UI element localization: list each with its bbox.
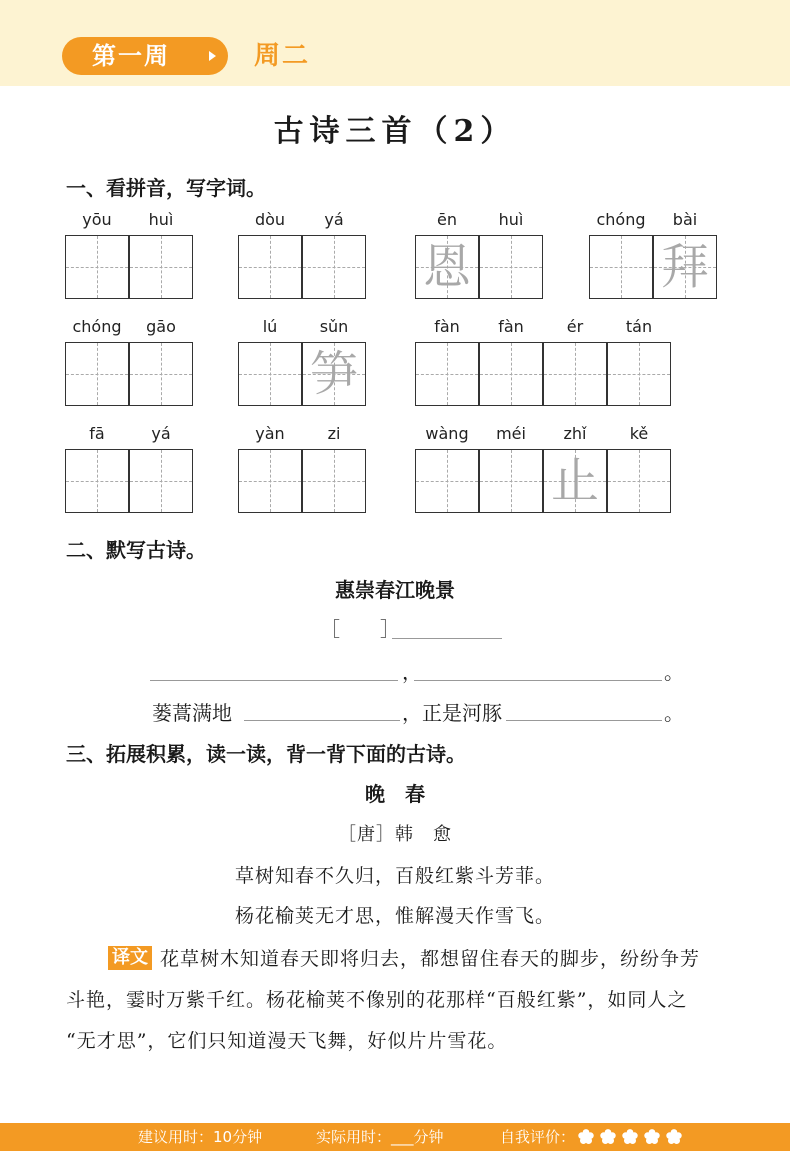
hint-character: 止 <box>550 453 599 509</box>
flower-icon[interactable] <box>578 1129 594 1145</box>
author-blank[interactable] <box>392 638 502 639</box>
day-label: 周二 <box>254 41 311 71</box>
week-badge <box>62 37 228 75</box>
section3-heading: 三、拓展积累，读一读，背一背下面的古诗。 <box>66 742 466 766</box>
grid-guide <box>608 481 670 482</box>
pinyin-label: lú <box>262 317 278 336</box>
recite-poem-title: 惠崇春江晚景 <box>335 578 455 602</box>
pinyin-label: kě <box>629 424 649 443</box>
pinyin-label: zhǐ <box>563 424 587 443</box>
actual-time: 实际用时：___分钟 <box>316 1128 444 1146</box>
writing-box[interactable] <box>65 342 129 406</box>
page-title: 古诗三首（2） <box>273 114 517 149</box>
grid-guide <box>590 267 652 268</box>
author-bracket: ［ ］ <box>320 617 400 641</box>
pinyin-label: fàn <box>434 317 460 336</box>
writing-box[interactable] <box>238 235 302 299</box>
pinyin-label: gāo <box>146 317 176 336</box>
writing-box[interactable] <box>607 342 671 406</box>
writing-box[interactable] <box>543 342 607 406</box>
pinyin-label: chóng <box>72 317 122 336</box>
period-2: 。 <box>664 701 684 725</box>
arrow-right-icon <box>209 51 216 61</box>
poem-author: ［唐］韩 愈 <box>338 824 452 845</box>
recite-blank-4[interactable] <box>506 720 662 721</box>
grid-guide <box>66 481 128 482</box>
pinyin-label: sǔn <box>319 317 349 336</box>
writing-box[interactable] <box>589 235 653 299</box>
extend-poem-title: 晚 春 <box>365 782 425 806</box>
pinyin-label: wàng <box>425 424 469 443</box>
flower-icon[interactable] <box>666 1129 682 1145</box>
grid-guide <box>416 481 478 482</box>
writing-box[interactable] <box>238 342 302 406</box>
grid-guide <box>544 374 606 375</box>
writing-box[interactable] <box>129 235 193 299</box>
pinyin-label: dòu <box>254 210 286 229</box>
flower-icon[interactable] <box>622 1129 638 1145</box>
grid-guide <box>303 481 365 482</box>
line3-middle: ，正是河豚 <box>402 701 502 725</box>
writing-box[interactable] <box>543 449 607 513</box>
grid-guide <box>130 374 192 375</box>
grid-guide <box>130 481 192 482</box>
pinyin-label: tán <box>625 317 653 336</box>
writing-box[interactable] <box>238 449 302 513</box>
writing-box[interactable] <box>302 342 366 406</box>
translation-line-3: “无才思”，它们只知道漫天飞舞，好似片片雪花。 <box>66 1030 508 1052</box>
recite-blank-1[interactable] <box>150 680 398 681</box>
writing-box[interactable] <box>415 449 479 513</box>
translation-tag: 译文 <box>108 946 152 970</box>
writing-box[interactable] <box>415 342 479 406</box>
section2-heading: 二、默写古诗。 <box>66 538 206 562</box>
footer-bar <box>0 1123 790 1151</box>
header-bar <box>0 0 790 86</box>
grid-guide <box>416 374 478 375</box>
poem-line-2: 杨花榆荚无才思，惟解漫天作雪飞。 <box>234 905 555 927</box>
grid-guide <box>239 481 301 482</box>
period-1: 。 <box>664 660 684 684</box>
pinyin-label: huì <box>148 210 174 229</box>
grid-guide <box>130 267 192 268</box>
poem-line-1: 草树知春不久归，百般红紫斗芳菲。 <box>234 865 555 887</box>
writing-box[interactable] <box>129 449 193 513</box>
pinyin-label: bài <box>672 210 698 229</box>
pinyin-label: fàn <box>498 317 524 336</box>
grid-guide <box>480 481 542 482</box>
pinyin-label: ēn <box>437 210 457 229</box>
grid-guide <box>66 267 128 268</box>
recite-blank-3[interactable] <box>244 720 400 721</box>
pinyin-label: méi <box>496 424 526 443</box>
writing-box[interactable] <box>653 235 717 299</box>
pinyin-label: yá <box>151 424 171 443</box>
writing-box[interactable] <box>479 342 543 406</box>
recite-blank-2[interactable] <box>414 680 662 681</box>
comma-1: ， <box>402 660 422 684</box>
writing-box[interactable] <box>479 235 543 299</box>
writing-box[interactable] <box>479 449 543 513</box>
pinyin-label: yōu <box>82 210 112 229</box>
grid-guide <box>480 374 542 375</box>
grid-guide <box>239 374 301 375</box>
writing-box[interactable] <box>65 449 129 513</box>
grid-guide <box>66 374 128 375</box>
pinyin-label: huì <box>498 210 524 229</box>
pinyin-label: yá <box>324 210 344 229</box>
flower-icon[interactable] <box>600 1129 616 1145</box>
writing-box[interactable] <box>415 235 479 299</box>
flower-icon[interactable] <box>644 1129 660 1145</box>
grid-guide <box>303 267 365 268</box>
writing-box[interactable] <box>302 235 366 299</box>
week-label: 第一周 <box>92 42 170 70</box>
pinyin-label: zi <box>327 424 341 443</box>
pinyin-label: chóng <box>596 210 646 229</box>
pinyin-label: ér <box>566 317 584 336</box>
hint-character: 笋 <box>309 346 358 402</box>
line3-prefix: 蒌蒿满地 <box>152 701 232 725</box>
pinyin-label: yàn <box>255 424 285 443</box>
writing-box[interactable] <box>302 449 366 513</box>
translation-line-1: 花草树木知道春天即将归去，都想留住春天的脚步，纷纷争芳 <box>160 948 701 970</box>
writing-box[interactable] <box>129 342 193 406</box>
suggested-time: 建议用时：10分钟 <box>138 1128 263 1146</box>
section1-heading: 一、看拼音，写字词。 <box>66 176 266 200</box>
pinyin-label: fā <box>89 424 105 443</box>
translation-line-2: 斗艳，霎时万紫千红。杨花榆荚不像别的花那样“百般红紫”，如同人之 <box>66 989 688 1011</box>
hint-character: 拜 <box>660 239 709 295</box>
grid-guide <box>480 267 542 268</box>
writing-box[interactable] <box>607 449 671 513</box>
hint-character: 恩 <box>422 239 471 295</box>
self-eval-label: 自我评价： <box>500 1128 576 1146</box>
writing-box[interactable] <box>65 235 129 299</box>
grid-guide <box>608 374 670 375</box>
grid-guide <box>239 267 301 268</box>
